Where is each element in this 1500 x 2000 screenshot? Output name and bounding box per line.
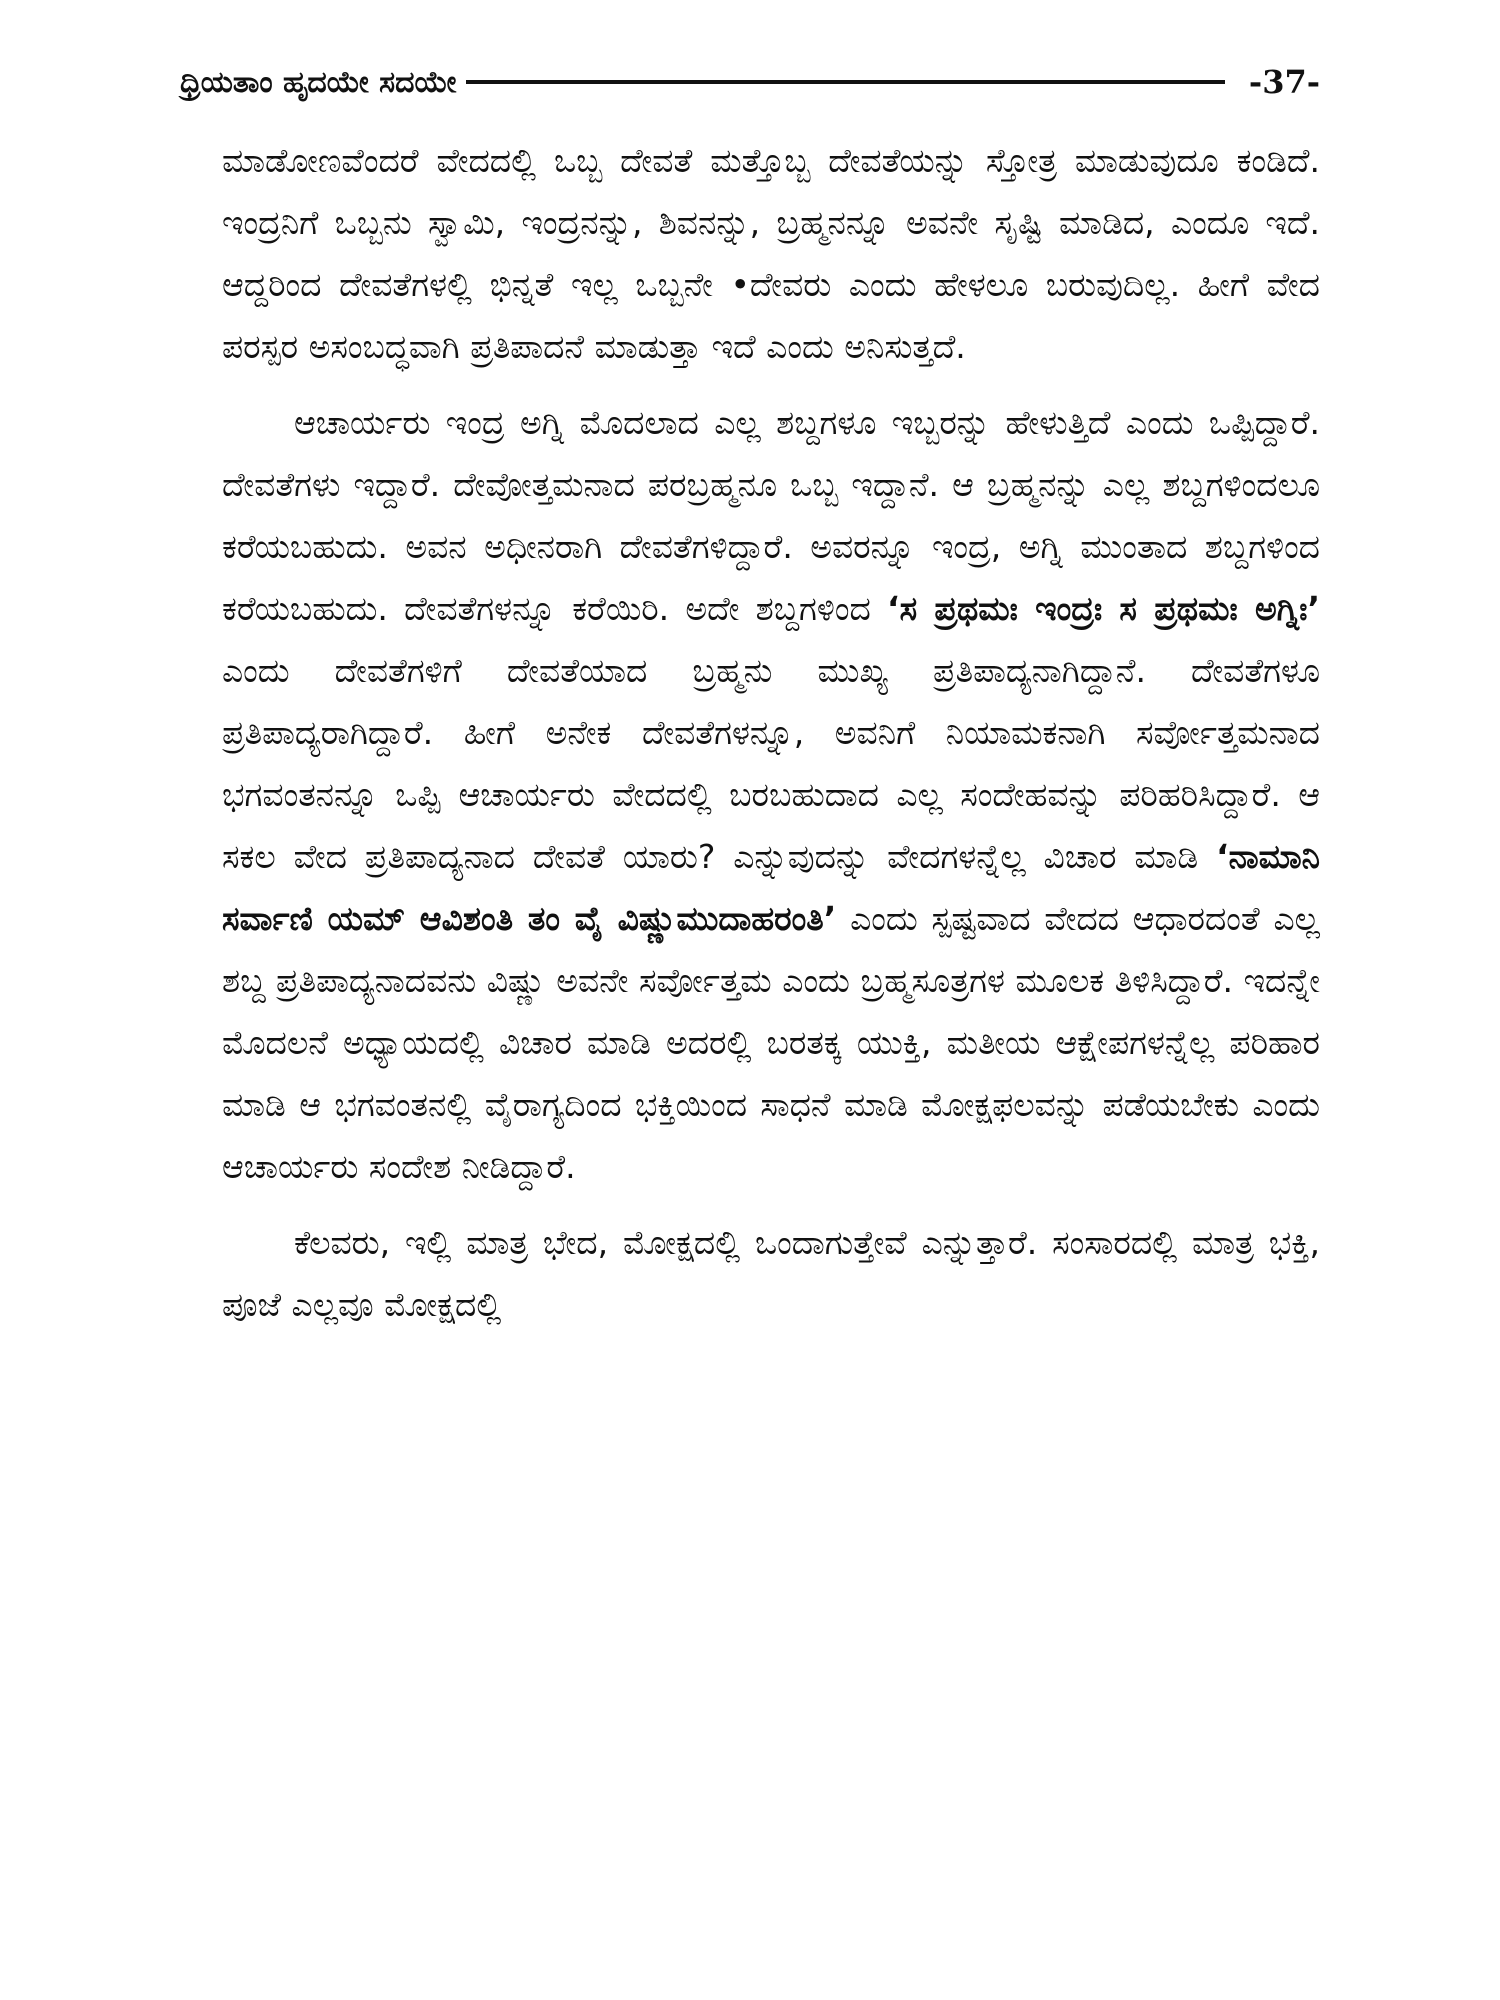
paragraph-2-text-c: ಎಂದು ಸ್ಪಷ್ಟವಾದ ವೇದದ ಆಧಾರದಂತೆ ಎಲ್ಲ ಶಬ್ದ ಪ್ರತಿಪಾದ್ಯನಾದವನು ವಿಷ್ಣು ಅವನೇ ಸರ್ವೋತ್ತಮ ಎಂದು ಬ್ರಹ್ಮಸೂತ್ರಗಳ ಮೂಲಕ ತಿಳಿಸಿದ್ದಾರೆ. ಇದನ್ನೇ ಮೊದಲನೆ ಅಧ್ಯಾಯದಲ್ಲಿ ವಿಚಾರ ಮಾಡಿ ಅದರಲ್ಲಿ ಬರತಕ್ಕ ಯುಕ್ತಿ, ಮತೀಯ ಆಕ್ಷೇಪಗಳನ್ನೆಲ್ಲ ಪರಿಹಾರ ಮಾಡಿ ಆ ಭಗವಂತನಲ್ಲಿ ವೈರಾಗ್ಯದಿಂದ ಭಕ್ತಿಯಿಂದ ಸಾಧನೆ ಮಾಡಿ ಮೋಕ್ಷಫಲವನ್ನು ಪಡೆಯಬೇಕು ಎಂದು ಆಚಾರ್ಯರು ಸಂದೇಶ ನೀಡಿದ್ದಾರೆ.: [222, 899, 1320, 1186]
header-rule: [466, 80, 1224, 84]
paragraph-2-text-b: ಎಂದು ದೇವತೆಗಳಿಗೆ ದೇವತೆಯಾದ ಬ್ರಹ್ಮನು ಮುಖ್ಯ ಪ್ರತಿಪಾದ್ಯನಾಗಿದ್ದಾನೆ. ದೇವತೆಗಳೂ ಪ್ರತಿಪಾದ್ಯರಾಗಿದ್ದಾರೆ. ಹೀಗೆ ಅನೇಕ ದೇವತೆಗಳನ್ನೂ, ಅವನಿಗೆ ನಿಯಾಮಕನಾಗಿ ಸರ್ವೋತ್ತಮನಾದ ಭಗವಂತನನ್ನೂ ಒಪ್ಪಿ ಆಚಾರ್ಯರು ವೇದದಲ್ಲಿ ಬರಬಹುದಾದ ಎಲ್ಲ ಸಂದೇಹವನ್ನು ಪರಿಹರಿಸಿದ್ದಾರೆ. ಆ ಸಕಲ ವೇದ ಪ್ರತಿಪಾದ್ಯನಾದ ದೇವತೆ ಯಾರು? ಎನ್ನುವುದನ್ನು ವೇದಗಳನ್ನೆಲ್ಲ ವಿಚಾರ ಮಾಡಿ: [222, 651, 1320, 876]
sanskrit-quote-1: ‘ಸ ಪ್ರಥಮಃ ಇಂದ್ರಃ ಸ ಪ್ರಥಮಃ ಅಗ್ನಿಃ’: [887, 589, 1320, 628]
page-number: -37-: [1248, 63, 1320, 101]
running-title: ಧ್ರಿಯತಾಂ ಹೃದಯೇ ಸದಯೇ: [180, 64, 457, 100]
paragraph-3: ಕೆಲವರು, ಇಲ್ಲಿ ಮಾತ್ರ ಭೇದ, ಮೋಕ್ಷದಲ್ಲಿ ಒಂದಾಗುತ್ತೇವೆ ಎನ್ನುತ್ತಾರೆ. ಸಂಸಾರದಲ್ಲಿ ಮಾತ್ರ ಭಕ್ತಿ, ಪೂಜೆ ಎಲ್ಲವೂ ಮೋಕ್ಷದಲ್ಲಿ: [222, 1223, 1320, 1324]
paragraph-2: [222, 392, 1320, 1198]
sanskrit-quote-2: ‘ನಾಮಾನಿ ಸರ್ವಾಣಿ ಯಮ್ ಆವಿಶಂತಿ ತಂ ವೈ ವಿಷ್ಣುಮುದಾಹರಂತಿ’: [222, 837, 1320, 938]
paragraph-2-text-a: ಆಚಾರ್ಯರು ಇಂದ್ರ ಅಗ್ನಿ ಮೊದಲಾದ ಎಲ್ಲ ಶಬ್ದಗಳೂ ಇಬ್ಬರನ್ನು ಹೇಳುತ್ತಿದೆ ಎಂದು ಒಪ್ಪಿದ್ದಾರೆ. ದೇವತೆಗಳು ಇದ್ದಾರೆ. ದೇವೋತ್ತಮನಾದ ಪರಬ್ರಹ್ಮನೂ ಒಬ್ಬ ಇದ್ದಾನೆ. ಆ ಬ್ರಹ್ಮನನ್ನು ಎಲ್ಲ ಶಬ್ದಗಳಿಂದಲೂ ಕರೆಯಬಹುದು. ಅವನ ಅಧೀನರಾಗಿ ದೇವತೆಗಳಿದ್ದಾರೆ. ಅವರನ್ನೂ ಇಂದ್ರ, ಅಗ್ನಿ ಮುಂತಾದ ಶಬ್ದಗಳಿಂದ ಕರೆಯಬಹುದು. ದೇವತೆಗಳನ್ನೂ ಕರೆಯಿರಿ. ಅದೇ ಶಬ್ದಗಳಿಂದ: [222, 403, 1320, 628]
body-text: [222, 130, 1320, 1336]
paragraph-1: ಮಾಡೋಣವೆಂದರೆ ವೇದದಲ್ಲಿ ಒಬ್ಬ ದೇವತೆ ಮತ್ತೊಬ್ಬ ದೇವತೆಯನ್ನು ಸ್ತೋತ್ರ ಮಾಡುವುದೂ ಕಂಡಿದೆ. ಇಂದ್ರನಿಗೆ ಒಬ್ಬನು ಸ್ವಾಮಿ, ಇಂದ್ರನನ್ನು, ಶಿವನನ್ನು, ಬ್ರಹ್ಮನನ್ನೂ ಅವನೇ ಸೃಷ್ಟಿ ಮಾಡಿದ, ಎಂದೂ ಇದೆ. ಆದ್ದರಿಂದ ದೇವತೆಗಳಲ್ಲಿ ಭಿನ್ನತೆ ಇಲ್ಲ ಒಬ್ಬನೇ •ದೇವರು ಎಂದು ಹೇಳಲೂ ಬರುವುದಿಲ್ಲ. ಹೀಗೆ ವೇದ ಪರಸ್ಪರ ಅಸಂಬದ್ಧವಾಗಿ ಪ್ರತಿಪಾದನೆ ಮಾಡುತ್ತಾ ಇದೆ ಎಂದು ಅನಿಸುತ್ತದೆ.: [222, 141, 1320, 366]
page-header: [180, 52, 1320, 112]
